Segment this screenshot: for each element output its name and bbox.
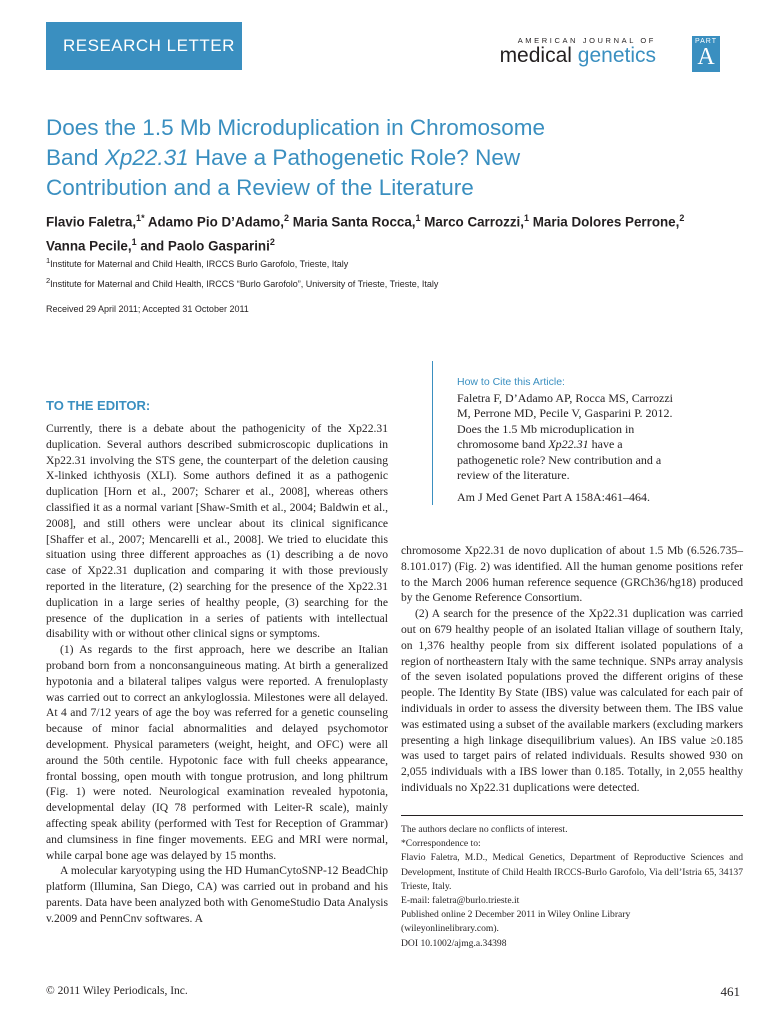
cite-box xyxy=(432,361,737,505)
author-name: and Paolo Gasparini xyxy=(140,238,270,254)
affiliation-text: Institute for Maternal and Child Health, IRCCS “Burlo Garofolo”, University of Trieste, Trieste, Italy xyxy=(50,279,439,289)
cite-line: M, Perrone MD, Pecile V, Gasparini P. 2012. xyxy=(457,406,673,420)
affiliation xyxy=(46,256,348,269)
cite-line: have a xyxy=(588,437,623,451)
body-paragraph: Currently, there is a debate about the pathogenicity of the Xp22.31 duplication. Several authors described submicroscopic duplications in Xp22.31 involving the STS gene, the counterpart of the deletion causing X-linked ichthyosis (XLI). Some authors defined it as a pathogenic duplication [Horn et al., 2007; Scharer et al., 2008], whereas others classified it as a normal variant [Shaw-Smith et al., 2004; Baldwin et al., 2008], and still others were unclear about its clinical significance [Shaffer et al., 2007; Mencarelli et al., 2008]. We tried to elucidate this situation using three different approaches as (1) describing a de novo case of Xp22.31 duplication and comparing it with those previously reported in the literature, (2) searching for the presence of the Xp22.31 duplication in a large series of healthy people, (3) searching for the presence of the duplication in a series of patients with intellectual disability with or without other clinical signs or symptoms. xyxy=(46,422,388,641)
cite-line: review of the literature. xyxy=(457,468,570,482)
cite-line: chromosome band xyxy=(457,437,549,451)
body-paragraph: A molecular karyotyping using the HD HumanCytoSNP-12 BeadChip platform (Illumina, San Diego, CA) was carried out in proband and his parents. Data have been analyzed both with GenomeStudio Data Analysis v.2009 and PennCnv softwares. A xyxy=(46,864,388,925)
title-line-2a: Band xyxy=(46,145,105,170)
body-paragraph: chromosome Xp22.31 de novo duplication of about 1.5 Mb (6.526.735–8.101.017) (Fig. 2) was identified. All the human genome positions refer to the March 2006 human reference sequence (GRCh36/hg18) produced by the Genome Reference Consortium. xyxy=(401,544,743,605)
cite-heading: How to Cite this Article: xyxy=(457,376,565,388)
cite-line: Faletra F, D’Adamo AP, Rocca MS, Carrozzi xyxy=(457,390,673,405)
author-name: Maria Santa Rocca, xyxy=(292,214,416,230)
email-link[interactable]: E-mail: faletra@burlo.trieste.it xyxy=(401,895,520,907)
author-corresponding-mark: * xyxy=(141,213,145,223)
journal-name xyxy=(500,45,656,67)
journal-name-medical: medical xyxy=(499,44,572,67)
cite-line: Does the 1.5 Mb microduplication in xyxy=(457,421,635,436)
body-paragraph: (1) As regards to the first approach, here we describe an Italian proband born from a nonconsanguineous mating. At birth a generalized hypotonia and a bilateral talipes valgus were reported. A frenuloplasty was carried out to correct an ankyloglossia. Milestones were all delayed. At 4 and 7/12 years of age the boy was referred for a genetic counseling because of minor facial abnormalities and delayed psychomotor development. Physical parameters (weight, height, and OFC) were all around the 50th centile. Hypotonic face with full cheeks appearance, frontal bossing, open mouth with tongue protrusion, and long philtrum (Fig. 1) were noted. Neurological examination revealed hypotonia, developmental delay (IQ 78 performed with Leiter-R scale), mainly affecting speak ability (performed with Test for Reception of Grammar) and clumsiness in fine finger movements. EEG and MRI were normal, while carpal bone age was delayed by 15 months. xyxy=(46,643,388,862)
correspondence-label: *Correspondence to: xyxy=(401,838,481,850)
body-paragraph: (2) A search for the presence of the Xp22.31 duplication was carried out on 679 healthy people of an isolated Italian village of southern Italy, on 1,376 healthy people from six different isolated populations of a region of northeastern Italy with the same technique. SNPs array analysis of the seven isolated populations proved the different origins of these people. The Identity By State (IBS) value was calculated for each pair of individuals in order to assess the diversity between them. The IBS value was estimated using a subset of the available markers (excluding markers presenting a high linkage disequilibrium values). An IBS value ≥0.185 was used to target pairs of related individuals. Results showed 930 on 2,055 individuals with a IBS lower than 0.185. Totally, in 2,055 healthy individuals no Xp22.31 duplications were detected. xyxy=(401,607,743,794)
section-heading: TO THE EDITOR: xyxy=(46,398,151,413)
author-sup: 1 xyxy=(524,213,530,223)
body-column-left xyxy=(46,421,388,927)
title-line-1: Does the 1.5 Mb Microduplication in Chromosome xyxy=(46,115,545,140)
author-name: Maria Dolores Perrone, xyxy=(532,214,680,230)
part-label: PART xyxy=(694,38,718,45)
footnotes xyxy=(401,823,743,951)
author-sup: 1 xyxy=(415,213,421,223)
body-column-right xyxy=(401,543,743,796)
publication-note: Published online 2 December 2011 in Wiley Online Library xyxy=(401,909,631,921)
cite-text xyxy=(457,391,737,484)
doi-link[interactable]: DOI 10.1002/ajmg.a.34398 xyxy=(401,937,507,949)
article-title xyxy=(46,113,686,203)
footnote-divider xyxy=(401,815,743,816)
author-sup: 2 xyxy=(679,213,685,223)
library-link[interactable]: (wileyonlinelibrary.com). xyxy=(401,923,499,935)
author-name: Marco Carrozzi, xyxy=(424,214,524,230)
author-sup: 1 xyxy=(131,237,137,248)
cite-line: pathogenetic role? New contribution and a xyxy=(457,452,662,467)
author-name: Adamo Pio D’Adamo, xyxy=(147,214,284,230)
title-line-3: Contribution and a Review of the Literature xyxy=(46,175,474,200)
author-sup: 1 xyxy=(136,213,142,223)
journal-name-genetics: genetics xyxy=(577,44,656,67)
author-sup: 2 xyxy=(269,237,275,248)
part-letter: A xyxy=(697,44,715,70)
page-number: 461 xyxy=(720,984,740,999)
cite-line-italic: Xp22.31 xyxy=(548,437,589,451)
author-sup: 2 xyxy=(283,213,289,223)
affiliation xyxy=(46,276,438,289)
journal-logo xyxy=(499,36,720,70)
received-dates: Received 29 April 2011; Accepted 31 October 2011 xyxy=(46,304,249,314)
affiliation-text: Institute for Maternal and Child Health, IRCCS Burlo Garofolo, Trieste, Italy xyxy=(50,259,349,269)
copyright: © 2011 Wiley Periodicals, Inc. xyxy=(46,985,188,997)
journal-top-text: AMERICAN JOURNAL OF xyxy=(517,36,656,45)
affiliation-sup: 2 xyxy=(46,276,51,285)
cite-reference: Am J Med Genet Part A 158A:461–464. xyxy=(457,489,650,504)
author-list xyxy=(46,208,746,257)
conflict-statement: The authors declare no conflicts of interest. xyxy=(401,824,568,835)
section-label: RESEARCH LETTER xyxy=(63,36,235,55)
affiliation-sup: 1 xyxy=(46,256,51,265)
part-badge xyxy=(692,36,720,72)
author-name: Flavio Faletra, xyxy=(46,214,137,230)
author-name: Vanna Pecile, xyxy=(46,238,132,254)
title-line-2b: Xp22.31 xyxy=(104,145,189,170)
section-banner xyxy=(46,22,242,70)
correspondence-text: Flavio Faletra, M.D., Medical Genetics, Department of Reproductive Sciences and Development, Institute of Child Health IRCCS-Burlo Garofolo, Via dell’Istria 65, 34137 Trieste, Italy. xyxy=(401,852,743,892)
title-line-2c: Have a Pathogenetic Role? New xyxy=(188,145,521,170)
